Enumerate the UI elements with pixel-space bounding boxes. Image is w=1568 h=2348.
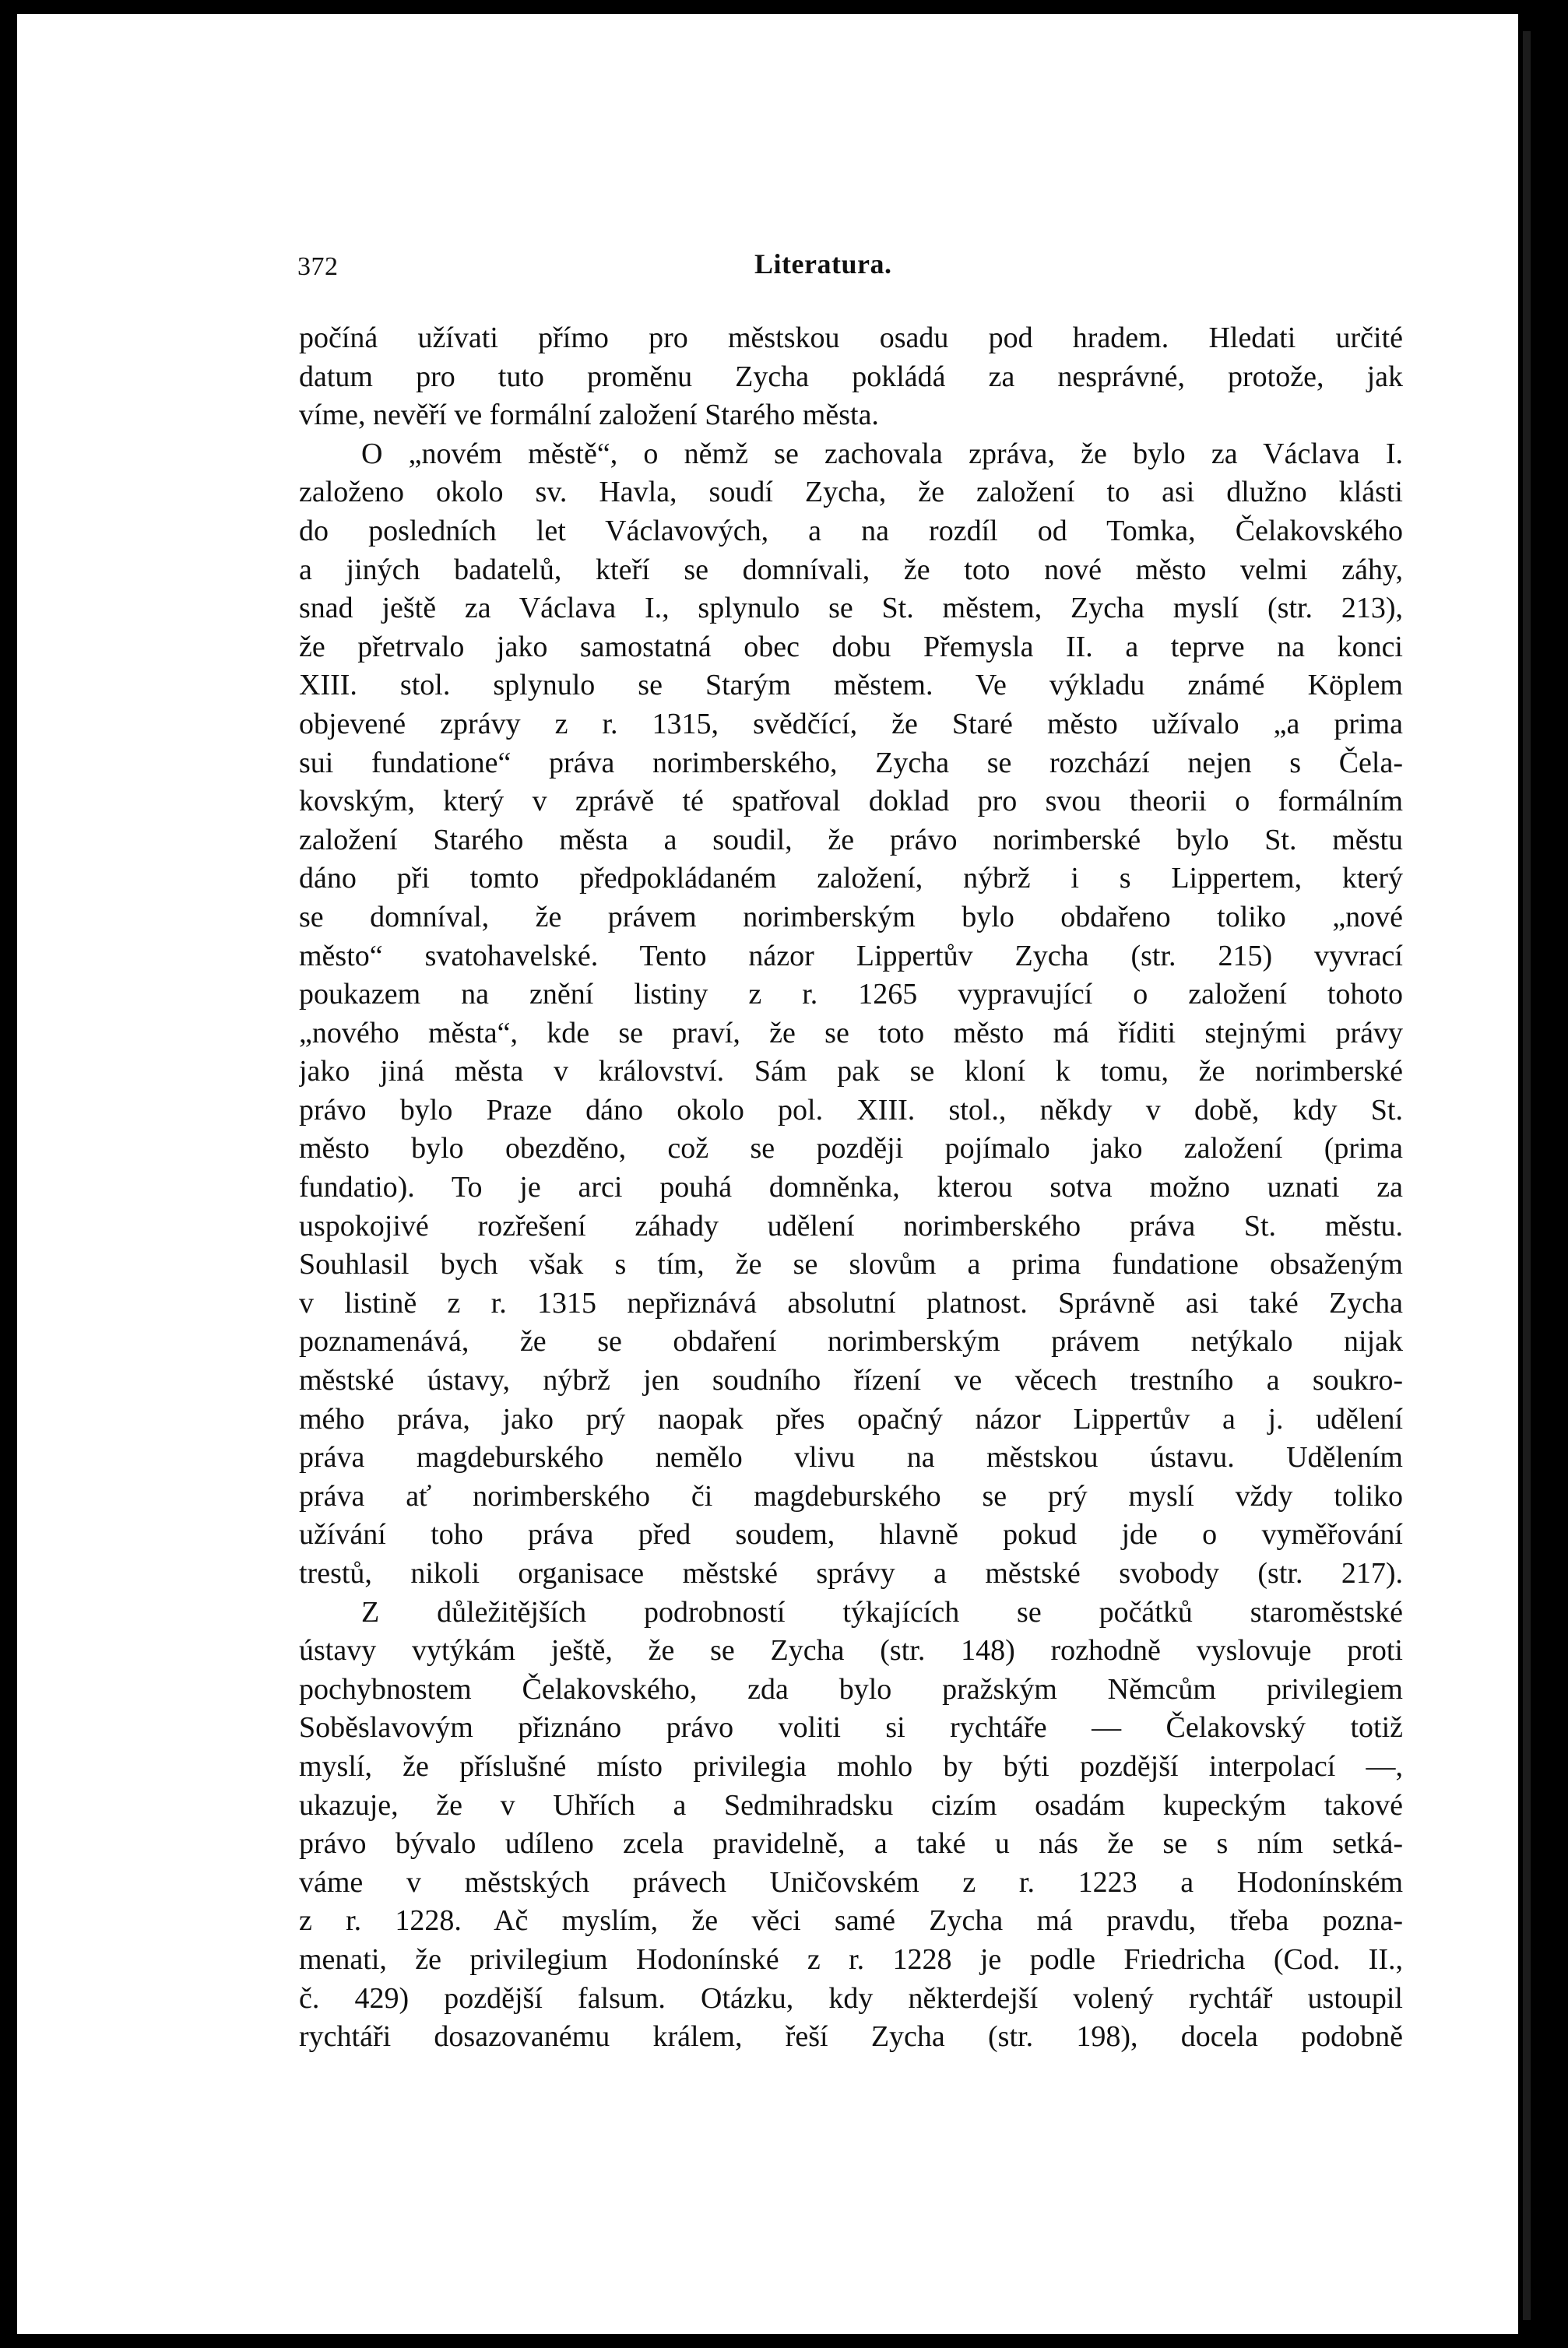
text-line: město“ svatohavelské. Tento názor Lippertův Zycha (str. 215) vyvrací <box>299 939 1403 972</box>
text-line: objevené zprávy z r. 1315, svědčící, že Staré město užívalo „a prima <box>299 707 1403 740</box>
text-line: rychtáři dosazovanému králem, řeší Zycha (str. 198), docela podobně <box>299 2020 1403 2054</box>
text-line: užívání toho práva před soudem, hlavně pokud jde o vyměřování <box>299 1518 1403 1552</box>
text-line: se domníval, že právem norimberským bylo obdařeno toliko „nové <box>299 900 1403 933</box>
text-line: fundatio). To je arci pouhá domněnka, kterou sotva možno uznati za <box>299 1171 1403 1204</box>
text-line: č. 429) pozdější falsum. Otázku, kdy některdejší volený rychtář ustoupil <box>299 1981 1403 2015</box>
text-line: z r. 1228. Ač myslím, že věci samé Zycha má pravdu, třeba pozna- <box>299 1904 1403 1938</box>
text-line: ústavy vytýkám ještě, že se Zycha (str. 148) rozhodně vyslovuje proti <box>299 1634 1403 1668</box>
text-line: počíná užívati přímo pro městskou osadu pod hradem. Hledati určité <box>299 322 1403 354</box>
text-line: v listině z r. 1315 nepřiznává absolutní platnost. Správně asi také Zycha <box>299 1286 1403 1320</box>
text-line: městské ústavy, nýbrž jen soudního řízení ve věcech trestního a soukro- <box>299 1364 1403 1397</box>
page-header <box>290 246 1403 293</box>
text-line: práva magdeburského nemělo vlivu na městskou ústavu. Udělením <box>299 1441 1403 1475</box>
text-line: dáno při tomto předpokládaném založení, nýbrž i s Lippertem, který <box>299 862 1403 895</box>
text-line: založení Starého města a soudil, že právo norimberské bylo St. městu <box>299 823 1403 856</box>
text-line: kovským, který v zprávě té spatřoval doklad pro svou theorii o formálním <box>299 785 1403 818</box>
text-line: Soběslavovým přiznáno právo voliti si rychtáře — Čelakovský totiž <box>299 1711 1403 1745</box>
text-line: jako jiná města v království. Sám pak se kloní k tomu, že norimberské <box>299 1055 1403 1088</box>
text-line: menati, že privilegium Hodonínské z r. 1228 je podle Friedricha (Cod. II., <box>299 1942 1403 1976</box>
page <box>17 14 1518 2334</box>
text-line: snad ještě za Václava I., splynulo se St. městem, Zycha myslí (str. 213), <box>299 592 1403 625</box>
scan-edge-strip <box>1523 31 1531 2320</box>
text-line: myslí, že příslušné místo privilegia mohlo by býti pozdější interpolací —, <box>299 1749 1403 1783</box>
text-line: „nového města“, kde se praví, že se toto město má říditi stejnými právy <box>299 1016 1403 1049</box>
text-line: práva ať norimberského či magdeburského se prý myslí vždy toliko <box>299 1479 1403 1513</box>
text-line: Z důležitějších podrobností týkajících se počátků staroměstské <box>361 1595 1403 1629</box>
text-line: uspokojivé rozřešení záhady udělení norimberského práva St. městu. <box>299 1209 1403 1243</box>
text-line: a jiných badatelů, kteří se domnívali, že toto nové město velmi záhy, <box>299 553 1403 586</box>
text-line: sui fundatione“ práva norimberského, Zycha se rozchází nejen s Čela- <box>299 746 1403 779</box>
text-line: ukazuje, že v Uhřích a Sedmihradsku cizím osadám kupeckým takové <box>299 1788 1403 1822</box>
text-line: poznamenává, že se obdaření norimberským právem netýkalo nijak <box>299 1325 1403 1359</box>
text-line: že přetrvalo jako samostatná obec dobu Přemysla II. a teprve na konci <box>299 630 1403 663</box>
body-text <box>299 319 1403 2057</box>
text-line: Souhlasil bych však s tím, že se slovům a prima fundatione obsaženým <box>299 1248 1403 1281</box>
text-line: právo bývalo udíleno zcela pravidelně, a také u nás že se s ním setká- <box>299 1827 1403 1861</box>
text-line: XIII. stol. splynulo se Starým městem. Ve výkladu známé Köplem <box>299 669 1403 702</box>
text-line: váme v městských právech Uničovském z r. 1223 a Hodonínském <box>299 1865 1403 1899</box>
text-line: město bylo obezděno, což se později pojímalo jako založení (prima <box>299 1132 1403 1165</box>
text-line: víme, nevěří ve formální založení Starého města. <box>299 399 879 432</box>
text-line: poukazem na znění listiny z r. 1265 vypravující o založení tohoto <box>299 978 1403 1011</box>
text-line: pochybnostem Čelakovského, zda bylo pražským Němcům privilegiem <box>299 1672 1403 1706</box>
scan-right-edge <box>1518 0 1568 2348</box>
text-line: mého práva, jako prý naopak přes opačný názor Lippertův a j. udělení <box>299 1402 1403 1436</box>
text-line: trestů, nikoli organisace městské správy a městské svobody (str. 217). <box>299 1557 1403 1590</box>
text-line: O „novém městě“, o němž se zachovala zpráva, že bylo za Václava I. <box>361 437 1403 470</box>
text-line: datum pro tuto proměnu Zycha pokládá za nesprávné, protože, jak <box>299 360 1403 393</box>
text-line: do posledních let Václavových, a na rozdíl od Tomka, Čelakovského <box>299 514 1403 547</box>
text-line: právo bylo Praze dáno okolo pol. XIII. stol., někdy v době, kdy St. <box>299 1093 1403 1127</box>
text-line: založeno okolo sv. Havla, soudí Zycha, že založení to asi dlužno klásti <box>299 476 1403 509</box>
page-number: 372 <box>297 252 339 281</box>
running-title: Literatura. <box>754 248 892 279</box>
